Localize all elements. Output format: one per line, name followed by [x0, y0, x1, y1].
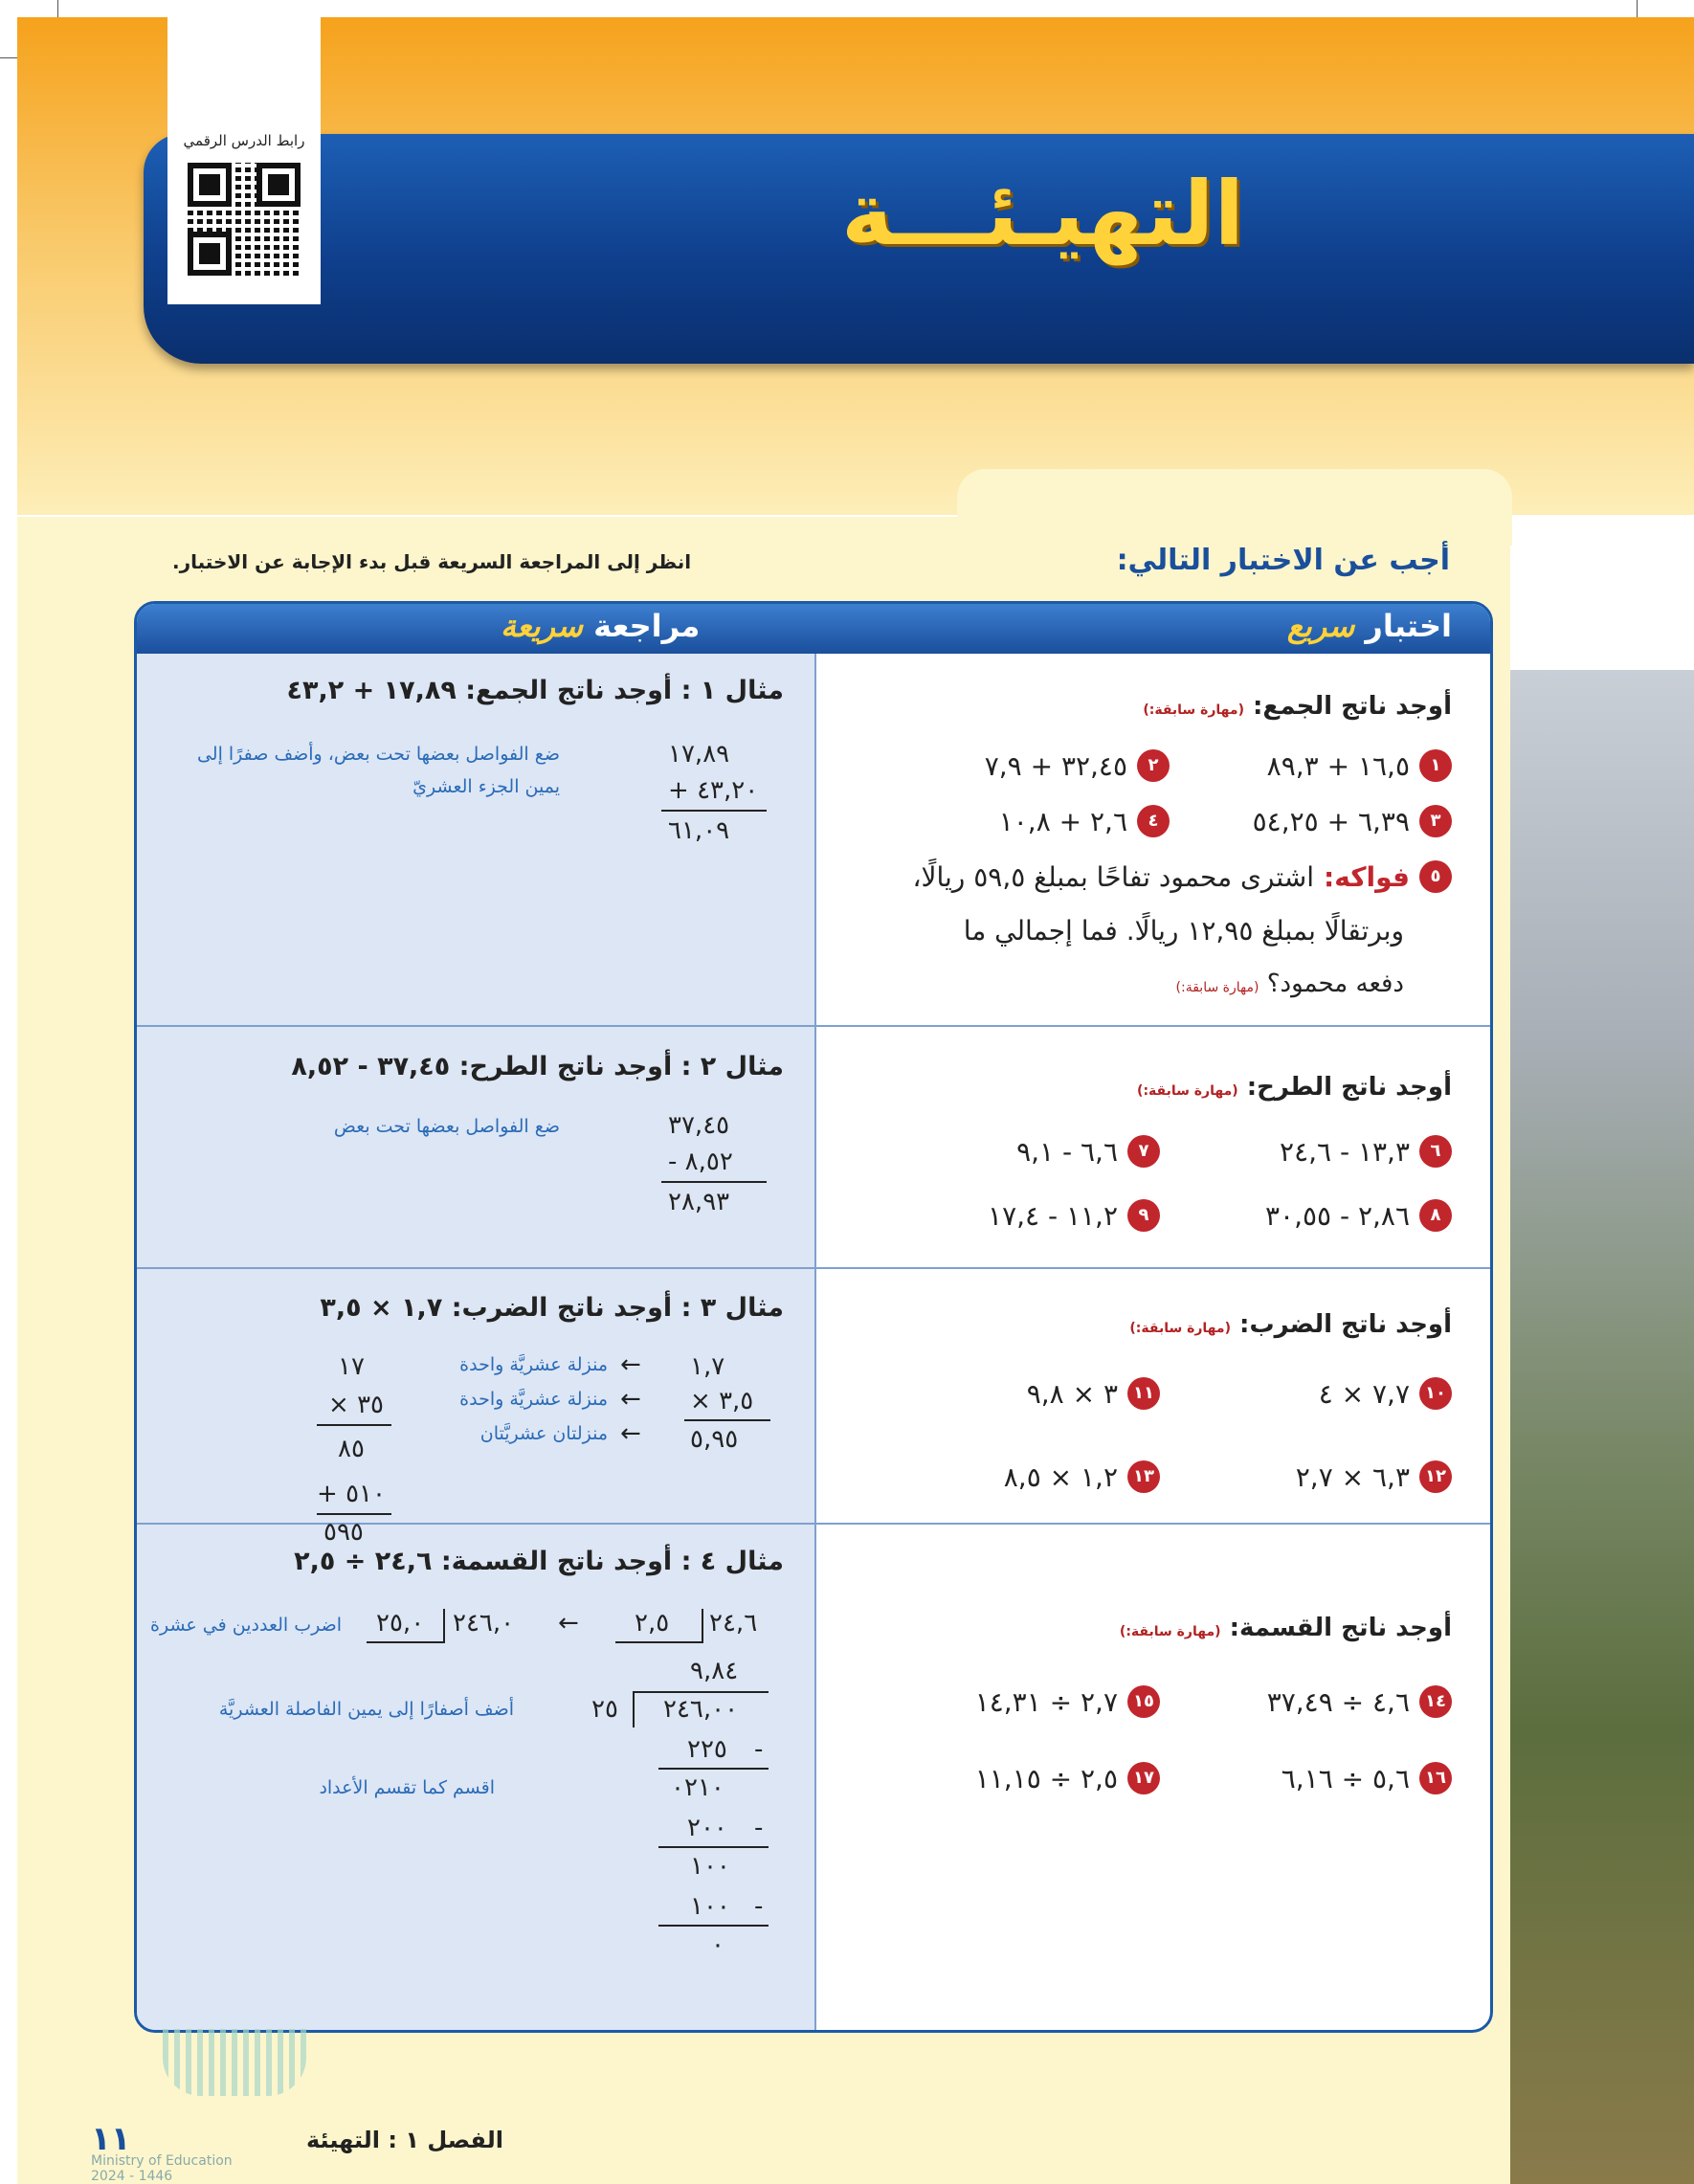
ex4-sub-line-2: [658, 1846, 769, 1848]
ex4-bracket: [702, 1609, 703, 1643]
qr-code-icon[interactable]: [188, 163, 301, 276]
ex4-minus: -: [754, 1814, 764, 1842]
ex4-rem-3: ٠: [711, 1930, 724, 1959]
ex4-long-dividend: ٢٤٦,٠٠: [663, 1695, 739, 1724]
ex4-rem-2: ١٠٠: [690, 1852, 730, 1881]
ex4-new-divisor: ٢٥,٠: [376, 1609, 425, 1638]
ex4-new-bracket-line: [367, 1641, 445, 1643]
example-4-title: مثال ٤ : أوجد ناتج القسمة: ٢٤,٦ ÷ ٢,٥: [294, 1547, 784, 1576]
ex4-minus: -: [754, 1892, 764, 1921]
ministry-text: Ministry of Education 2024 - 1446: [91, 2153, 233, 2184]
ex4-long-bracket: [633, 1691, 635, 1727]
word-problem-line3: دفعه محمود؟ (مهارة سابقة:): [1175, 969, 1404, 998]
addition-title: أوجد ناتج الجمع: (مهارة سابقة:): [1143, 692, 1452, 721]
quiz-item-11: ١١ ٣ × ٩,٨: [1027, 1377, 1160, 1410]
ex4-divisor: ٢,٥: [635, 1609, 670, 1638]
ferris-wheel-photo: [1510, 670, 1694, 2184]
ex3-partial-1: ٨٥: [338, 1435, 365, 1463]
instruction-review: انظر إلى المراجعة السريعة قبل بدء الإجابة عن الاختبار.: [172, 550, 692, 573]
ex4-note-2: أضف أصفارًا إلى يمين الفاصلة العشريَّة: [218, 1699, 514, 1720]
quiz-item-14: ١٤ ٤,٦ ÷ ٣٧,٤٩: [1267, 1685, 1452, 1718]
ex3-note-1: منزلة عشريَّة واحدة: [459, 1354, 608, 1375]
quiz-item-17: ١٧ ٢,٥ ÷ ١١,١٥: [975, 1762, 1160, 1794]
example-1-title: مثال ١ : أوجد ناتج الجمع: ١٧,٨٩ + ٤٣,٢: [286, 676, 784, 705]
ex2-operand-b: - ٨,٥٢: [668, 1148, 733, 1176]
ex4-sub-2: ٢٠٠: [687, 1814, 727, 1842]
quick-test-heading: اختبار سريع: [1286, 608, 1452, 644]
multiplication-title: أوجد ناتج الضرب: (مهارة سابقة:): [1129, 1310, 1452, 1339]
quiz-item-13: ١٣ ١,٢ × ٨,٥: [1004, 1460, 1160, 1493]
page-number: ١١: [91, 2120, 131, 2158]
ex2-operand-a: ٣٧,٤٥: [668, 1111, 730, 1140]
ex1-note-1: ضع الفواصل بعضها تحت بعض، وأضف صفرًا إلى: [196, 744, 560, 765]
panel-tab: [957, 469, 1512, 546]
quiz-item-6: ٦ ١٣,٣ - ٢٤,٦: [1280, 1135, 1452, 1168]
quiz-item-2: ٢ ٣٢,٤٥ + ٧,٩: [985, 749, 1170, 782]
ex4-dividend: ٢٤,٦: [709, 1609, 758, 1638]
ex2-note: ضع الفواصل بعضها تحت بعض: [333, 1116, 560, 1137]
example-2-title: مثال ٢ : أوجد ناتج الطرح: ٣٧,٤٥ - ٨,٥٢: [291, 1052, 784, 1081]
example-3-title: مثال ٣ : أوجد ناتج الضرب: ١,٧ × ٣,٥: [320, 1293, 784, 1323]
word-problem-line2: وبرتقالًا بمبلغ ١٢,٩٥ ريالًا. فما إجمالي ما: [963, 915, 1404, 947]
quiz-item-12: ١٢ ٦,٣ × ٢,٧: [1296, 1460, 1452, 1493]
section-divider: [137, 1267, 1490, 1269]
ex3-product-line: [684, 1419, 770, 1421]
ex4-note-3: اقسم كما تقسم الأعداد: [319, 1777, 495, 1798]
ex3-operand-b: × ٣,٥: [690, 1387, 754, 1415]
ex4-new-bracket: [443, 1609, 445, 1643]
arrow-icon: ←: [620, 1350, 641, 1379]
ex1-operand-b: + ٤٣,٢٠: [668, 776, 759, 805]
ex3-whole-line-1: [317, 1424, 391, 1426]
ex4-sub-3: ١٠٠: [690, 1892, 730, 1921]
ex4-quotient: ٩,٨٤: [690, 1657, 739, 1685]
ex4-sub-line-1: [658, 1768, 769, 1770]
ex3-operand-a: ١,٧: [690, 1352, 725, 1381]
ex4-long-divisor: ٢٥: [591, 1695, 618, 1724]
ex4-sub-1: ٢٢٥: [687, 1735, 727, 1764]
qr-label: رابط الدرس الرقمي: [183, 132, 305, 149]
ex4-note-1: اضرب العددين في عشرة: [150, 1615, 342, 1636]
ex3-note-2: منزلة عشريَّة واحدة: [459, 1389, 608, 1410]
ex3-whole-a: ١٧: [338, 1352, 365, 1381]
arrow-icon: ←: [620, 1419, 641, 1448]
division-title: أوجد ناتج القسمة: (مهارة سابقة:): [1119, 1614, 1452, 1642]
ex4-new-dividend: ٢٤٦,٠: [453, 1609, 515, 1638]
column-divider: [814, 654, 816, 2030]
quiz-item-9: ٩ ١١,٢ - ١٧,٤: [988, 1199, 1160, 1232]
ex3-whole-sum: ٥٩٥: [323, 1518, 364, 1547]
ex3-whole-b: × ٣٥: [328, 1391, 384, 1419]
chapter-footer: الفصل ١ : التهيئة: [306, 2127, 503, 2153]
ex3-result: ٥,٩٥: [690, 1425, 739, 1454]
ex1-operand-a: ١٧,٨٩: [668, 740, 730, 769]
ex1-sum-line: [661, 810, 767, 812]
quiz-item-7: ٧ ٦,٦ - ٩,١: [1016, 1135, 1160, 1168]
quiz-item-15: ١٥ ٢,٧ ÷ ١٤,٣١: [975, 1685, 1160, 1718]
arrow-icon: ←: [558, 1609, 579, 1638]
ex1-note-2: يمين الجزء العشريّ: [412, 776, 560, 797]
ex2-diff-line: [661, 1181, 767, 1183]
ex3-partial-2: + ٥١٠: [317, 1480, 386, 1508]
section-divider: [137, 1025, 1490, 1027]
quiz-review-box: [134, 601, 1493, 2033]
quick-review-heading: مراجعة سريعة: [501, 608, 701, 644]
quiz-item-10: ١٠ ٧,٧ × ٤: [1319, 1377, 1452, 1410]
subtraction-title: أوجد ناتج الطرح: (مهارة سابقة:): [1137, 1073, 1452, 1102]
ex1-result: ٦١,٠٩: [668, 816, 730, 845]
instruction-main: أجب عن الاختبار التالي:: [1116, 544, 1450, 577]
quiz-item-3: ٣ ٦,٣٩ + ٥٤,٢٥: [1253, 805, 1452, 837]
quiz-item-1: ١ ١٦,٥ + ٨٩,٣: [1267, 749, 1452, 782]
ex4-sub-line-3: [658, 1925, 769, 1927]
arrow-icon: ←: [620, 1385, 641, 1414]
quiz-item-5: ٥ فواكه: اشترى محمود تفاحًا بمبلغ ٥٩,٥ ريالًا،: [912, 860, 1452, 893]
page-title: التهيـئـــة: [840, 163, 1244, 265]
quiz-item-4: ٤ ٢,٦ + ١٠,٨: [999, 805, 1170, 837]
ex4-bracket-line: [615, 1641, 703, 1643]
ex4-minus: -: [754, 1735, 764, 1764]
ministry-logo: [163, 2029, 306, 2096]
ex3-note-3: منزلتان عشريَّتان: [479, 1423, 608, 1444]
ex4-rem-1: ٠٢١٠: [671, 1773, 724, 1802]
ex4-long-line: [635, 1691, 769, 1693]
quiz-item-16: ١٦ ٥,٦ ÷ ٦,١٦: [1282, 1762, 1452, 1794]
ex3-whole-line-2: [317, 1513, 391, 1515]
ex2-result: ٢٨,٩٣: [668, 1188, 730, 1216]
quiz-item-8: ٨ ٢,٨٦ - ٣٠,٥٥: [1265, 1199, 1452, 1232]
